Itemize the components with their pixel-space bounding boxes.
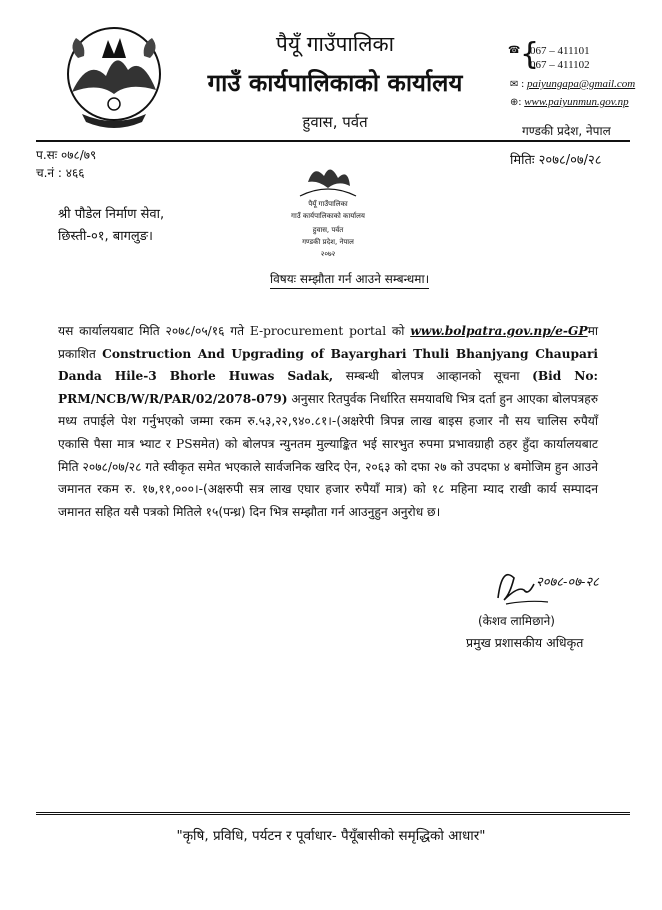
stamp-line2: गाउँ कार्यपालिकाको कार्यालय [291, 212, 365, 220]
body-part: अनुसार रितपुर्वक निर्धारित समयावधि भित्र दर्ता हुन आएका बोलपत्रहरु मध्य तपाईले पेश गर्नुभएको जम्मा रकम रु.५३,२२,९४०.८१।-(अक्षरेपी त्रिपन्न लाख बाइस हजार नौ सय चालिस रुपैयाँ एकासि पैसा मात्र भ्याट र [58, 391, 599, 451]
body-part: को [391, 324, 405, 338]
bid-number: (Bid No: PRM/NCB/W/R/PAR/02/2078-079) [58, 369, 599, 406]
patra-sankhya: प.सः ०७८/७९ [36, 148, 97, 162]
signature-icon [488, 560, 606, 608]
phone-list [530, 44, 590, 72]
phone-brace: { [520, 37, 540, 72]
email-value[interactable]: paiyungapa@gmail.com [526, 78, 636, 90]
body-portal: E-procurement portal [249, 324, 387, 338]
body-ps: PS [176, 436, 193, 451]
letter-date: मितिः २०७८/०७/२८ [510, 153, 602, 168]
body-part: यस कार्यालयबाट मिति २०७८/०५/१६ गते [58, 324, 245, 338]
website-value[interactable]: www.paiyunmun.gov.np [524, 96, 629, 108]
municipality-name: पैयूँ गाउँपालिका [275, 32, 395, 56]
bolpatra-link[interactable]: www.bolpatra.gov.np/e-GP [410, 324, 588, 338]
web-line: ⊕: www.paiyunmun.gov.np [510, 96, 629, 108]
signer-designation: प्रमुख प्रशासकीय अधिकृत [466, 635, 584, 650]
recipient-address: छिस्ती-०१, बागलुङ। [58, 229, 153, 244]
office-stamp-icon [278, 160, 378, 276]
footer-divider [36, 812, 630, 817]
letter-body [58, 320, 598, 523]
stamp-line3: हुवास, पर्वत [312, 226, 344, 234]
province-label: गण्डकी प्रदेश, नेपाल [522, 124, 611, 138]
project-name: Construction And Upgrading of Bayarghari Thuli Bhanjyang Chaupari Danda Hile-3 Bhorle Huwas Sadak, [58, 346, 598, 384]
signer-name: (केशव लामिछाने) [478, 614, 555, 628]
footer-slogan: "कृषि, प्रविधि, पर्यटन र पूर्वाधार- पैयूँबासीको समृद्धिको आधार" [176, 828, 486, 844]
office-name: गाउँ कार्यपालिकाको कार्यालय [207, 69, 463, 97]
phone-2: 067 – 411102 [530, 59, 590, 71]
web-icon: ⊕ [510, 97, 519, 108]
stamp-line5: २०७२ [320, 250, 336, 258]
email-line: ✉ : paiyungapa@gmail.com [510, 78, 636, 90]
header-divider [36, 140, 630, 142]
chalani-number: च.नं : ४६६ [36, 166, 85, 180]
letter-subject: विषयः सम्झौता गर्न आउने सम्बन्धमा। [270, 270, 429, 289]
reference-block [36, 146, 96, 182]
stamp-line1: पैयूँ गाउँपालिका [308, 200, 348, 208]
recipient-block [58, 204, 164, 248]
body-part: सम्बन्धी बोलपत्र आव्हानको सूचना [345, 369, 520, 384]
body-part: समेत) को बोलपत्र न्युनतम मुल्याङ्कित भई सारभुत रुपमा प्रभावग्राही ठहर हुँदा कार्यालयबाट मिति २०७८/०७/२८ गते स्वीकृत समेत भएकाले सार्वजनिक खरिद ऐन, २०६३ को दफा २७ को उपदफा ४ बमोजिम हुन आउने जमानत रकम रु. १७,११,०००।-(अक्षरुपी सत्र लाख एघार हजार रुपैयाँ मात्र) को १८ महिना म्याद राखी कार्य सम्पादन जमानत सहित यसै पत्रको मितिले १५(पन्ध्र) दिन भित्र सम्झौता गर्न आउनुहुन अनुरोध छ। [58, 436, 598, 519]
recipient-name: श्री पौडेल निर्माण सेवा, [58, 207, 165, 222]
office-location: हुवास, पर्वत [302, 113, 368, 131]
body-part: मा प्रकाशित [58, 324, 599, 361]
phone-1: 067 – 411101 [530, 45, 590, 57]
signature-date: २०७८-०७-२८ [536, 575, 599, 590]
government-emblem-icon [58, 18, 170, 136]
email-icon: ✉ [510, 79, 519, 90]
stamp-line4: गण्डकी प्रदेश, नेपाल [302, 238, 354, 246]
phone-icon: ☎ [508, 45, 521, 56]
